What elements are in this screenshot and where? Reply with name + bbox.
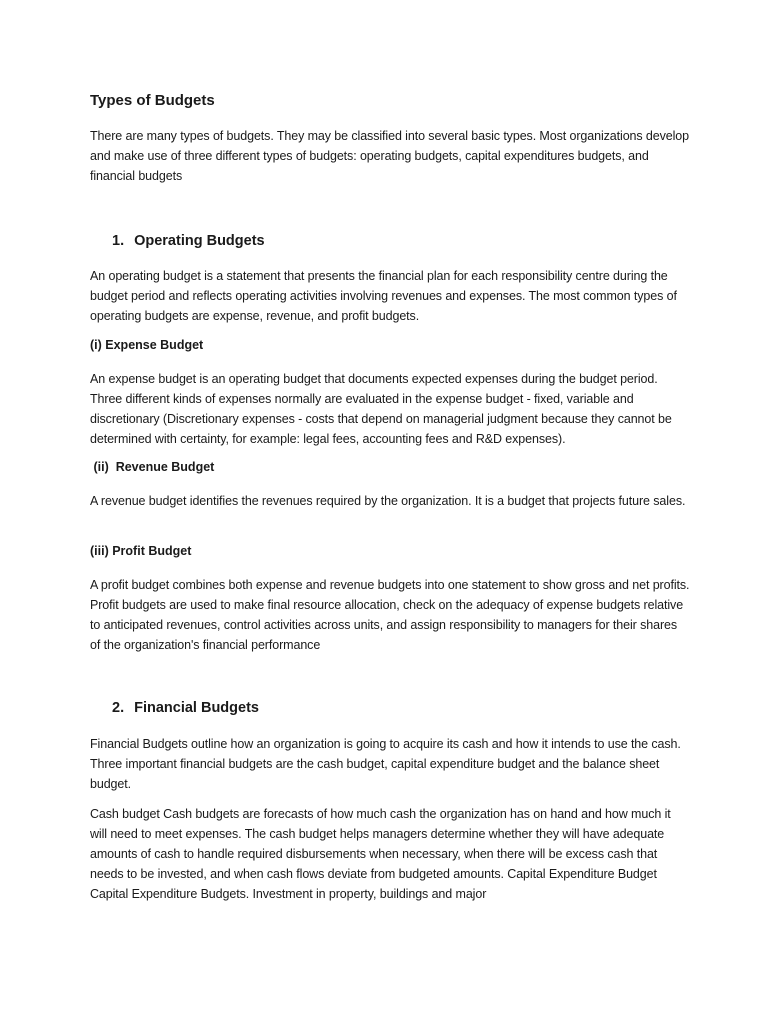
document-title: Types of Budgets xyxy=(90,92,215,109)
operating-budgets-paragraph: An operating budget is a statement that presents the financial plan for each responsibility centre during the budget period and reflects operating activities involving revenues and expenses. The most common types of operating budgets are expense, revenue, and profit budgets. xyxy=(90,269,677,323)
sub-heading-profit-budget: (iii) Profit Budget xyxy=(90,544,192,558)
profit-budget-paragraph: A profit budget combines both expense and revenue budgets into one statement to show gross and net profits. Profit budgets are used to make final resource allocation, check on the adequacy of expense budgets relative to anticipated revenues, control activities across units, and assign responsibility to managers for their shares of the organization's financial performance xyxy=(90,578,690,652)
expense-budget-paragraph: An expense budget is an operating budget that documents expected expenses during the budget period. Three different kinds of expenses normally are evaluated in the expense budget - fixed, variable and discretionary (Discretionary expenses - costs that depend on managerial judgment because they cannot be determined with certainty, for example: legal fees, accounting fees and R&D expenses). xyxy=(90,372,672,446)
section-number: 2. xyxy=(112,700,125,716)
section-heading-financial-budgets xyxy=(112,700,259,716)
section-number: 1. xyxy=(112,233,125,249)
financial-budgets-paragraph: Financial Budgets outline how an organization is going to acquire its cash and how it intends to use the cash. Three important financial budgets are the cash budget, capital expenditure budget and the balance sheet budget. xyxy=(90,737,681,791)
revenue-budget-paragraph: A revenue budget identifies the revenues required by the organization. It is a budget that projects future sales. xyxy=(90,494,686,508)
cash-budget-paragraph: Cash budget Cash budgets are forecasts of how much cash the organization has on hand and how much it will need to meet expenses. The cash budget helps managers determine whether they will have adequate amounts of cash to handle required disbursements when necessary, when there will be excess cash that needs to be invested, and when cash flows deviate from budgeted amounts. Capital Expenditure Budget Capital Expenditure Budgets. Investment in property, buildings and major xyxy=(90,807,671,901)
intro-paragraph: There are many types of budgets. They may be classified into several basic types. Most organizations develop and make use of three different types of budgets: operating budgets, capital expenditures budgets, and financial budgets xyxy=(90,129,690,183)
section-heading-operating-budgets xyxy=(112,233,265,249)
sub-heading-revenue-budget: (ii) Revenue Budget xyxy=(90,460,215,474)
section-title: Financial Budgets xyxy=(134,700,259,716)
sub-heading-expense-budget: (i) Expense Budget xyxy=(90,338,204,352)
section-title: Operating Budgets xyxy=(134,233,265,249)
